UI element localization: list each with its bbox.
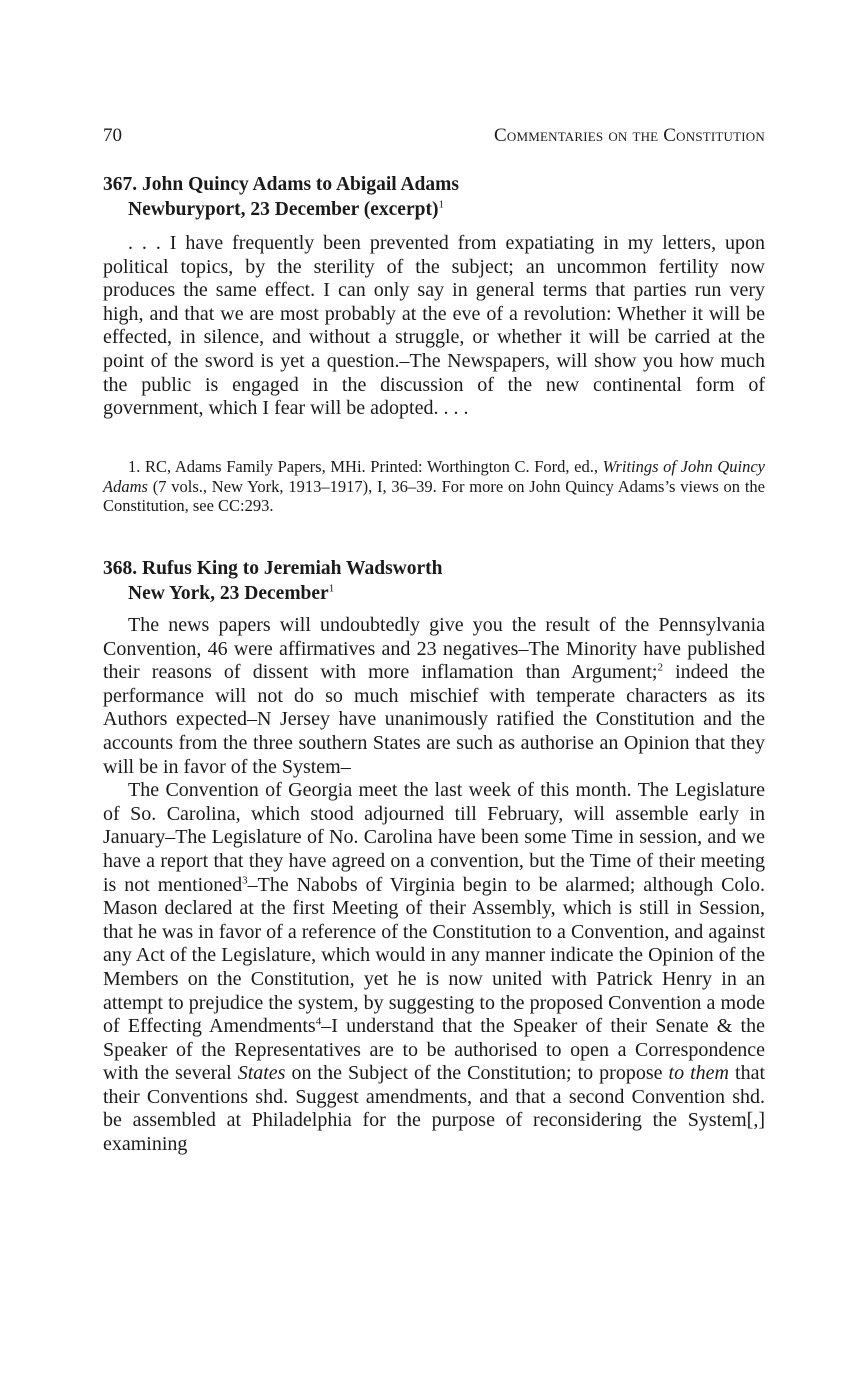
note-ref-3: 3 [242,873,248,886]
para2-text-5: that their Conventions shd. Suggest amendments, and that a second Convention shd. be assembled at Philadelphia for the purpose of reconsidering the System[,] examining [103,1062,766,1156]
para1-text-1: The news papers will undoubtedly give you the result of the Pennsylvania Convention, 46 were affirmatives and 23 negatives–The Minority have published their reasons of dissent with more inflamation than Argument; [103,614,765,684]
doc-367-body [103,232,765,421]
para2-italic-states: States [237,1062,286,1085]
para2-text-2: –The Nabobs of Virginia begin to be alarmed; although Colo. Mason declared at the first Meeting of their Assembly, which is still in Session, that he was in favor of a reference of the Constitution to a Convention, and against any Act of the Legislature, which would in any manner indicate the Opinion of the Members on the Constitution, yet he is now united with Patrick Henry in an attempt to prejudice the system, by suggesting to the proposed Convention a mode of Effecting Amendments [103,873,765,1038]
doc-367-dateline [103,197,765,222]
doc-368-paragraph-2 [103,779,765,1157]
doc-367-footnote-text [103,457,765,516]
doc-367-footnote [103,457,765,516]
doc-368-title: 368. Rufus King to Jeremiah Wadsworth [103,558,443,579]
doc-367-heading [103,172,765,222]
page-number: 70 [103,125,122,146]
doc-368-place-date: New York, 23 December [128,583,329,604]
doc-368-paragraph-1 [103,614,765,779]
doc-368-body [103,614,765,1157]
doc-367-place-date: Newburyport, 23 December (excerpt) [128,199,439,220]
doc-367-paragraph: . . . I have frequently been prevented from expatiating in my letters, upon political topics, by the sterility of the subject; an uncommon fertility now produces the same effect. I can only say in general terms that parties run very high, and that we are most probably at the eve of a revolution: Whether it will be effected, in silence, and without a struggle, or whether it will be carried at the point of the sword is yet a question.–The Newspapers, will show you how much the public is engaged in the discussion of the new continental form of government, which I fear will be adopted. . . . [103,232,765,420]
footnote-text-2: (7 vols., New York, 1913–1917), I, 36–39. For more on John Quincy Adams’s views on the Constitution, see CC:293. [103,476,765,515]
note-ref-2: 2 [657,661,663,674]
para2-italic-to-them: to them [668,1062,729,1085]
para2-text-1: The Convention of Georgia meet the last week of this month. The Legislature of So. Carolina, which stood adjourned till February, will assemble early in January–The Legislature of No. Carolina have been some Time in session, and we have a report that they have agreed on a convention, but the Time of their meeting is not mentioned [103,779,765,896]
para2-text-3: –I understand that the Speaker of their Senate & the Speaker of the Representatives are to be authorised to open a Correspondence with the several [103,1015,765,1085]
running-head-title: Commentaries on the Constitution [494,125,765,146]
footnote-italic-title: Writings of John Quincy Adams [103,457,765,496]
para2-text-4: on the Subject of the Constitution; to propose [285,1062,669,1085]
footnote-text-1: 1. RC, Adams Family Papers, MHi. Printed: Worthington C. Ford, ed., [128,457,603,476]
doc-368-heading [103,556,765,606]
doc-368-note-ref: 1 [328,582,335,595]
doc-368-dateline [103,581,765,606]
doc-367-note-ref: 1 [438,198,444,211]
para1-text-2: indeed the performance will not do so much mischief with temperate characters as its Authors expected–N Jersey have unanimously ratified the Constitution and the accounts from the three southern States are such as authorise an Opinion that they will be in favor of the System– [103,661,765,778]
doc-367-title: 367. John Quincy Adams to Abigail Adams [103,174,459,195]
note-ref-4: 4 [315,1015,322,1028]
